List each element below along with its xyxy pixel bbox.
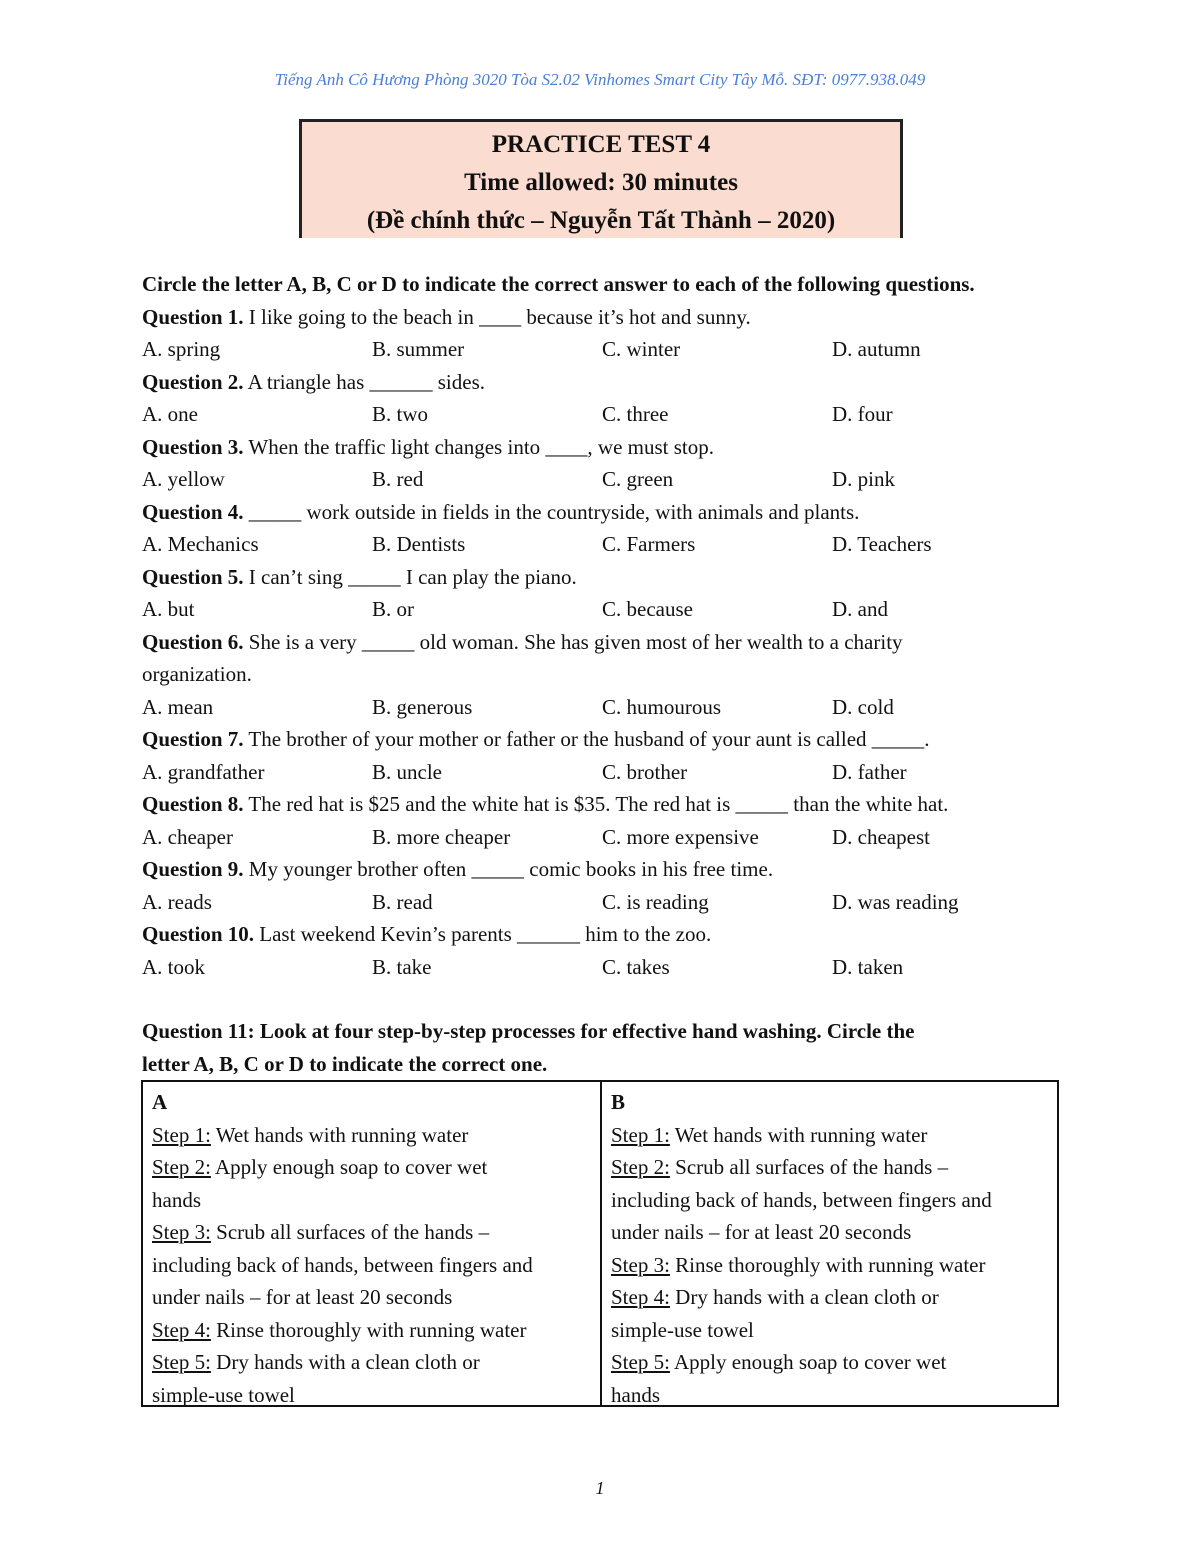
hand-washing-table — [141, 1080, 1059, 1407]
question-stem — [142, 788, 1062, 821]
step-line — [152, 1314, 592, 1347]
answer-option[interactable]: B. or — [372, 597, 414, 621]
question-stem — [142, 626, 1062, 659]
question-label: Question 8. — [142, 792, 244, 816]
answer-options — [142, 593, 1062, 626]
step-line — [611, 1184, 1049, 1217]
answer-option[interactable]: B. take — [372, 954, 432, 979]
step-label: Step 2: — [152, 1155, 211, 1179]
step-line — [152, 1346, 592, 1379]
question-text: My younger brother often _____ comic books in his free time. — [243, 857, 774, 881]
test-title: PRACTICE TEST 4 — [491, 131, 711, 158]
answer-option[interactable]: D. pink — [832, 467, 895, 491]
questions-section — [142, 268, 1062, 1080]
option-b-heading: B — [611, 1090, 626, 1114]
step-text: hands — [611, 1382, 660, 1407]
step-text: Apply enough soap to cover wet — [210, 1155, 488, 1179]
answer-option[interactable]: D. taken — [832, 954, 904, 979]
step-text: under nails – for at least 20 seconds — [152, 1285, 453, 1309]
question-label: Question 4. — [142, 499, 244, 524]
answer-option[interactable]: C. three — [602, 402, 669, 426]
step-line — [152, 1379, 592, 1412]
question-text: The red hat is $25 and the white hat is $35. The red hat is _____ than the white hat. — [243, 792, 949, 816]
answer-option[interactable]: B. summer — [372, 337, 465, 361]
step-line — [611, 1379, 1049, 1412]
step-line — [152, 1249, 592, 1282]
answer-options — [142, 886, 1062, 919]
step-text: simple-use towel — [152, 1382, 295, 1407]
step-label: Step 4: — [611, 1285, 670, 1309]
answer-option[interactable]: D. cheapest — [832, 824, 930, 849]
answer-option[interactable]: D. autumn — [832, 337, 921, 361]
question-list — [142, 301, 1062, 984]
question-text: The brother of your mother or father or the husband of your aunt is called _____. — [243, 727, 930, 751]
answer-option[interactable]: C. more expensive — [602, 824, 759, 849]
answer-option[interactable]: C. brother — [602, 759, 688, 784]
answer-options — [142, 463, 1062, 496]
answer-option[interactable]: C. green — [602, 467, 674, 491]
step-label: Step 2: — [611, 1155, 670, 1179]
option-a-column[interactable] — [143, 1082, 600, 1405]
answer-option[interactable]: C. is reading — [602, 889, 709, 914]
step-line — [611, 1314, 1049, 1347]
answer-option[interactable]: A. yellow — [142, 467, 225, 491]
question-label: Question 5. — [142, 564, 244, 589]
question-text: _____ work outside in fields in the countryside, with animals and plants. — [243, 499, 860, 524]
step-label: Step 1: — [152, 1122, 211, 1147]
question-text-cont: organization. — [142, 662, 252, 686]
answer-options — [142, 528, 1062, 561]
answer-option[interactable]: C. takes — [602, 954, 670, 979]
step-line — [152, 1216, 592, 1249]
answer-option[interactable]: C. Farmers — [602, 532, 696, 556]
answer-option[interactable]: D. and — [832, 597, 888, 621]
answer-option[interactable]: B. generous — [372, 694, 473, 719]
step-text: Rinse thoroughly with running water — [210, 1317, 527, 1342]
question-label: Question 7. — [142, 727, 244, 751]
step-text: Wet hands with running water — [669, 1122, 928, 1147]
step-text: Rinse thoroughly with running water — [669, 1252, 986, 1277]
step-line — [152, 1184, 592, 1217]
answer-options — [142, 951, 1062, 984]
step-text: Wet hands with running water — [210, 1122, 469, 1147]
question-stem — [142, 918, 1062, 951]
step-line — [611, 1151, 1049, 1184]
answer-option[interactable]: C. humourous — [602, 694, 722, 719]
answer-option[interactable]: D. Teachers — [832, 532, 932, 556]
answer-options — [142, 691, 1062, 724]
option-b-column[interactable] — [600, 1082, 1057, 1405]
step-label: Step 3: — [611, 1252, 670, 1277]
answer-option[interactable]: A. spring — [142, 337, 221, 361]
answer-option[interactable]: A. grandfather — [142, 759, 265, 784]
question-stem — [142, 496, 1062, 529]
step-text: Dry hands with a clean cloth or — [669, 1285, 939, 1309]
page-number: 1 — [595, 1478, 605, 1498]
step-line — [611, 1216, 1049, 1249]
time-allowed: Time allowed: 30 minutes — [464, 169, 738, 196]
step-line — [611, 1281, 1049, 1314]
answer-options — [142, 821, 1062, 854]
step-text: Scrub all surfaces of the hands – — [210, 1220, 490, 1244]
header-note: Tiếng Anh Cô Hương Phòng 3020 Tòa S2.02 Vinhomes Smart City Tây Mỗ. SĐT: 0977.938.049 — [274, 70, 926, 89]
title-box — [299, 119, 903, 238]
step-label: Step 3: — [152, 1220, 211, 1244]
answer-option[interactable]: A. mean — [142, 694, 214, 719]
question-11-prompt: Question 11: Look at four step-by-step processes for effective hand washing. Circle the — [142, 1019, 915, 1043]
question-11-prompt-cont: letter A, B, C or D to indicate the correct one. — [142, 1051, 548, 1076]
answer-option[interactable]: A. Mechanics — [142, 532, 259, 556]
question-label: Question 6. — [142, 629, 244, 654]
answer-option[interactable]: B. red — [372, 467, 424, 491]
answer-option[interactable]: D. four — [832, 402, 893, 426]
question-text: Last weekend Kevin’s parents ______ him to the zoo. — [254, 922, 712, 946]
answer-option[interactable]: D. cold — [832, 694, 894, 719]
answer-option[interactable]: D. was reading — [832, 889, 959, 914]
step-line — [611, 1346, 1049, 1379]
step-text: hands — [152, 1187, 201, 1212]
question-stem — [142, 301, 1062, 334]
step-line — [152, 1119, 592, 1152]
question-stem — [142, 561, 1062, 594]
answer-option[interactable]: B. more cheaper — [372, 824, 511, 849]
option-a-heading: A — [152, 1090, 168, 1114]
answer-option[interactable]: A. reads — [142, 889, 212, 914]
step-text: under nails – for at least 20 seconds — [611, 1220, 912, 1244]
exam-source: (Đề chính thức – Nguyễn Tất Thành – 2020) — [366, 207, 836, 234]
answer-options — [142, 398, 1062, 431]
step-label: Step 5: — [152, 1350, 211, 1374]
step-line — [152, 1151, 592, 1184]
answer-options — [142, 756, 1062, 789]
answer-option[interactable]: C. winter — [602, 337, 681, 361]
answer-option[interactable]: A. took — [142, 954, 205, 979]
question-stem — [142, 431, 1062, 464]
step-line — [611, 1119, 1049, 1152]
answer-option[interactable]: B. Dentists — [372, 532, 466, 556]
answer-option[interactable]: B. uncle — [372, 759, 442, 784]
question-text: I can’t sing _____ I can play the piano. — [243, 564, 577, 589]
step-text: Apply enough soap to cover wet — [669, 1350, 947, 1374]
answer-options — [142, 333, 1062, 366]
question-text: I like going to the beach in ____ because it’s hot and sunny. — [243, 304, 751, 329]
question-text: A triangle has ______ sides. — [243, 369, 485, 394]
instruction: Circle the letter A, B, C or D to indicate the correct answer to each of the following questions. — [142, 272, 975, 296]
answer-option[interactable]: C. because — [602, 597, 693, 621]
step-line — [152, 1281, 592, 1314]
step-text: Dry hands with a clean cloth or — [210, 1350, 480, 1374]
step-label: Step 4: — [152, 1317, 211, 1342]
answer-option[interactable]: A. but — [142, 597, 195, 621]
question-stem — [142, 853, 1062, 886]
question-stem — [142, 366, 1062, 399]
question-label: Question 1. — [142, 304, 244, 329]
answer-option[interactable]: A. cheaper — [142, 824, 233, 849]
question-label: Question 2. — [142, 369, 244, 394]
answer-option[interactable]: B. read — [372, 889, 433, 914]
step-text: including back of hands, between fingers and — [152, 1252, 533, 1277]
step-label: Step 1: — [611, 1122, 670, 1147]
step-text: including back of hands, between fingers and — [611, 1187, 992, 1212]
question-label: Question 9. — [142, 857, 244, 881]
step-text: Scrub all surfaces of the hands – — [669, 1155, 949, 1179]
step-line — [611, 1249, 1049, 1282]
question-stem — [142, 723, 1062, 756]
question-label: Question 10. — [142, 922, 255, 946]
answer-option[interactable]: D. father — [832, 759, 907, 784]
answer-option[interactable]: A. one — [142, 402, 198, 426]
question-text: When the traffic light changes into ____, we must stop. — [243, 434, 714, 459]
step-label: Step 5: — [611, 1350, 670, 1374]
answer-option[interactable]: B. two — [372, 402, 429, 426]
question-label: Question 3. — [142, 434, 244, 459]
question-text: She is a very _____ old woman. She has given most of her wealth to a charity — [243, 629, 903, 654]
step-text: simple-use towel — [611, 1317, 754, 1342]
